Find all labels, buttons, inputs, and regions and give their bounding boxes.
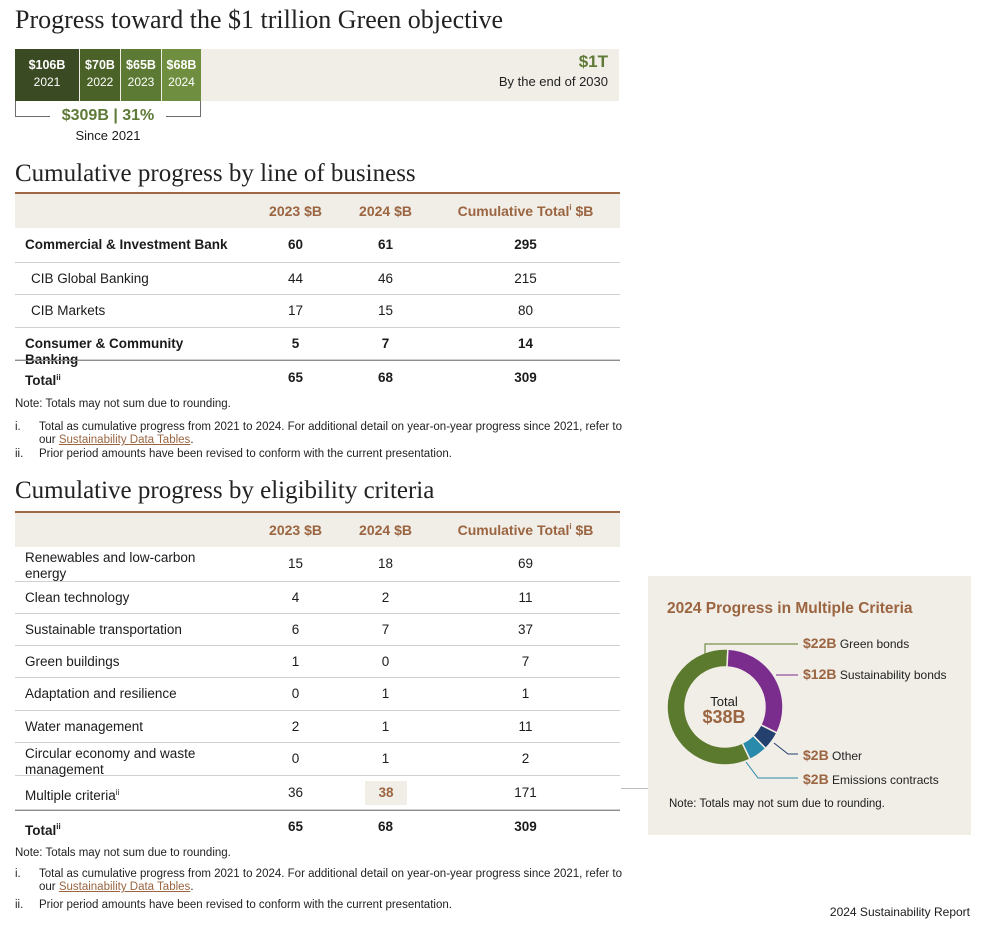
column-header: 2024 $B [359,522,412,538]
footnote-body: Prior period amounts have been revised to conform with the current presentation. [39,448,452,460]
table-row [15,614,620,646]
footnote [15,421,625,447]
elig-table [15,511,620,843]
header-text: Cumulative Total [457,522,570,538]
row-label-text: Commercial & Investment Bank [25,237,228,252]
cell-cum: 11 [518,718,533,734]
column-header: 2023 $B [269,522,322,538]
row-label [25,590,235,606]
cell-cum: 1 [521,686,530,701]
lob-table [15,192,620,394]
cell-v2024: 0 [381,653,390,669]
row-label [25,746,235,778]
footer-report-name: 2024 Sustainability Report [829,905,970,919]
segment-year: 2024 [168,75,195,89]
cell-v2023: 60 [287,237,304,252]
table-row [15,711,620,743]
data-tables-link[interactable]: Sustainability Data Tables [58,434,191,446]
data-tables-link[interactable]: Sustainability Data Tables [58,881,191,893]
table-note: Note: Totals may not sum due to rounding. [15,847,231,859]
page-title: Progress toward the $1 trillion Green objective [15,5,504,34]
row-label [25,622,235,638]
legend-other [803,747,862,763]
cell-v2024: 38 [365,781,407,805]
donut-total-label: Total [710,694,738,709]
segment-amount: $106B [28,58,66,72]
progress-bar [15,49,619,101]
legend-label: Sustainability bonds [839,668,947,682]
donut-chart [648,576,971,796]
cell-cum: 295 [514,237,537,252]
footnote-number: i. [15,868,21,880]
footnote-mark: ii [56,372,61,382]
row-label [31,303,241,319]
footnote-body: Total as cumulative progress from 2021 to 2024. For additional detail on year-on-year progress since 2021, refer to our [39,421,622,446]
cell-v2024: 46 [377,270,394,286]
row-label [25,550,235,582]
cell-cum: 11 [518,589,533,605]
footnote-body: Total as cumulative progress from 2021 to 2024. For additional detail on year-on-year progress since 2021, refer to our [39,868,622,893]
cell-v2024: 7 [381,335,390,351]
cell-v2023: 15 [287,556,304,571]
total-row [15,360,620,394]
cell-v2024: 1 [381,686,390,701]
row-label-text: Consumer & Community Banking [25,335,184,367]
row-label [25,819,235,839]
row-label-text: Multiple criteria [25,788,116,803]
goal-label: By the end of 2030 [498,74,608,89]
cell-cum: 37 [517,621,534,637]
table-row [15,678,620,711]
footnote-end: . [190,434,194,446]
table-row [15,776,620,810]
segment-amount: $70B [85,58,115,72]
row-label-text: Sustainable transportation [25,621,182,637]
cell-v2024: 15 [377,303,394,318]
column-header: 2024 $B [359,203,412,219]
footnote-number: ii. [15,448,24,460]
footnote-number: ii. [15,899,24,911]
cell-v2023: 65 [287,369,304,385]
since-label: Since 2021 [75,128,141,143]
column-header-cumulative [440,203,611,219]
segment-2023 [121,49,161,101]
row-label-text: Circular economy and waste management [25,746,196,777]
cell-v2024: 7 [381,621,390,637]
segment-year: 2021 [33,75,61,89]
cell-v2023: 2 [291,718,300,734]
row-label-text: CIB Global Banking [31,270,149,286]
cell-v2023: 0 [291,686,300,701]
footnote [15,448,625,461]
row-label [25,654,235,670]
table-row [15,228,620,263]
header-text: Cumulative Total [457,203,570,219]
cell-cum: 309 [514,819,537,834]
row-label-text: Clean technology [25,589,130,605]
row-label [25,370,235,390]
footnote-mark: ii [56,822,61,831]
row-label-text: Total [25,822,57,838]
header-unit: $B [571,522,594,538]
footnote [15,899,625,912]
cell-v2023: 44 [287,270,304,286]
segment-amount: $65B [126,58,156,72]
cell-cum: 2 [521,751,530,766]
footnote-number: i. [15,421,21,433]
legend-value: $2B [803,771,829,787]
footnote-text [39,421,625,447]
elig-title: Cumulative progress by eligibility criteria [15,477,435,504]
legend-label: Other [832,749,863,763]
cell-v2023: 0 [291,751,300,766]
legend-value: $22B [803,635,837,651]
segment-2022 [80,49,120,101]
segment-2024 [162,49,201,101]
table-row [15,263,620,295]
segment-amount: $68B [166,58,197,72]
cell-v2023: 65 [287,819,304,834]
legend-value: $2B [803,747,829,763]
row-label [25,237,235,253]
table-row [15,582,620,614]
legend-emissions-contracts [803,771,939,787]
cell-cum: 171 [514,784,537,800]
cell-v2023: 36 [287,784,304,800]
cell-v2024: 18 [377,556,394,571]
row-label-text: Adaptation and resilience [25,686,177,701]
footnote-text [39,899,625,912]
cell-v2024: 61 [377,237,394,252]
callout-connector [621,788,648,789]
cell-cum: 7 [521,653,530,669]
row-label [25,719,235,735]
footnote-mark: ii [115,787,120,797]
row-label-text: CIB Markets [31,303,106,318]
cell-v2023: 5 [291,335,300,351]
footnote-text [39,868,625,894]
cell-v2023: 17 [287,303,304,318]
legend-label: Green bonds [839,637,910,651]
leader-line [774,743,798,754]
chart-note: Note: Totals may not sum due to rounding. [669,798,885,810]
footnote-text [39,448,625,461]
segment-2021 [15,49,79,101]
cell-cum: 215 [514,270,537,286]
row-label-text: Total [25,373,57,388]
cell-v2023: 1 [291,653,300,669]
segment-year: 2022 [86,75,114,89]
column-header: 2023 $B [269,203,322,219]
segment-year: 2023 [127,75,155,89]
multiple-criteria-panel [648,576,971,835]
leader-line [746,762,798,778]
table-row [15,328,620,367]
row-label-text: Water management [25,718,144,734]
table-row [15,646,620,678]
row-label [31,271,241,287]
cell-v2024: 1 [381,718,390,734]
table-row [15,547,620,582]
footnote [15,868,625,894]
table-header [15,511,620,547]
table-row [15,743,620,776]
legend-green-bonds [803,635,909,651]
header-footnote-mark: i [569,203,572,213]
footnote-end: . [190,881,194,893]
cell-v2023: 6 [291,621,300,637]
cell-v2024: 1 [381,751,390,766]
cell-v2024: 2 [381,589,390,605]
progress-summary: $309B | 31% [50,107,166,125]
row-label [25,686,235,702]
cell-cum: 80 [517,303,534,318]
table-header [15,192,620,228]
cell-cum: 69 [517,556,534,571]
goal-amount: $1T [578,52,608,71]
legend-value: $12B [803,666,837,682]
lob-title: Cumulative progress by line of business [15,160,416,187]
table-row [15,295,620,328]
donut-total-value: $38B [702,707,746,727]
footnote-body: Prior period amounts have been revised to conform with the current presentation. [39,899,452,911]
total-row [15,810,620,843]
header-footnote-mark: i [569,522,572,532]
table-note: Note: Totals may not sum due to rounding. [15,398,231,410]
cell-cum: 14 [517,335,534,351]
cell-v2023: 4 [291,589,300,605]
cell-v2024: 68 [377,369,394,385]
legend-label: Emissions contracts [832,773,939,787]
row-label-text: Renewables and low-carbon energy [25,550,196,581]
legend-sustainability-bonds [803,666,947,682]
cell-v2024: 68 [377,819,394,834]
row-label [25,785,235,805]
cell-cum: 309 [514,369,537,385]
column-header-cumulative [440,522,611,538]
chart-title: 2024 Progress in Multiple Criteria [667,600,913,617]
row-label-text: Green buildings [25,653,120,669]
header-unit: $B [571,203,594,219]
